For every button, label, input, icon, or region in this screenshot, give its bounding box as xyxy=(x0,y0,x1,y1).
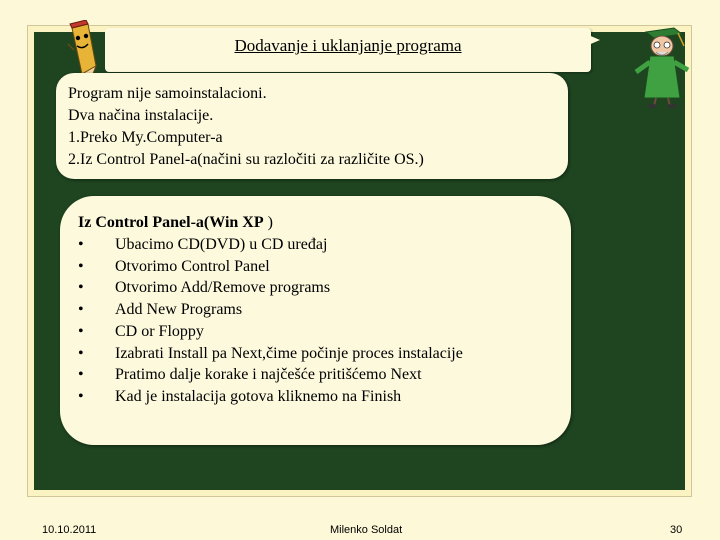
list-item xyxy=(78,234,463,256)
list-item xyxy=(78,343,463,365)
steps-heading-rest: ) xyxy=(263,214,273,231)
list-item xyxy=(78,277,463,299)
list-item-text: Kad je instalacija gotova kliknemo na Finish xyxy=(115,387,402,405)
bullet: • xyxy=(78,366,84,384)
professor-character-icon xyxy=(632,22,692,108)
pencil-character-icon xyxy=(66,20,100,76)
list-item-text: Otvorimo Add/Remove programs xyxy=(115,279,331,297)
list-item-text: Pratimo dalje korake i najčešće pritišćemo Next xyxy=(115,366,422,384)
list-item xyxy=(78,386,463,408)
list-item-text: CD or Floppy xyxy=(115,322,204,340)
steps-heading-bold: Iz Control Panel-a(Win XP xyxy=(78,214,264,231)
steps-text xyxy=(78,212,463,408)
intro-line: Program nije samoinstalacioni. xyxy=(68,85,267,102)
bullet: • xyxy=(78,387,84,405)
bullet: • xyxy=(78,236,84,253)
list-item xyxy=(78,299,463,321)
list-item-text: Ubacimo CD(DVD) u CD uređaj xyxy=(115,236,328,253)
list-item xyxy=(78,364,463,386)
intro-text xyxy=(68,83,424,171)
intro-line: 2.Iz Control Panel-a(načini su razločiti za različite OS.) xyxy=(68,151,424,168)
footer-date: 10.10.2011 xyxy=(42,524,97,536)
bullet: • xyxy=(78,322,84,340)
bullet: • xyxy=(78,344,84,362)
bullet: • xyxy=(78,279,84,297)
slide-title: Dodavanje i uklanjanje programa xyxy=(234,36,462,55)
list-item xyxy=(78,256,463,278)
intro-line: Dva načina instalacije. xyxy=(68,107,214,124)
list-item-text: Otvorimo Control Panel xyxy=(115,257,270,275)
bullet: • xyxy=(78,301,84,319)
page-number: 30 xyxy=(670,524,683,536)
bullet: • xyxy=(78,257,84,275)
list-item-text: Izabrati Install pa Next,čime počinje proces instalacije xyxy=(115,344,463,362)
footer-author: Milenko Soldat xyxy=(330,524,403,536)
intro-line: 1.Preko My.Computer-a xyxy=(68,129,223,146)
list-item xyxy=(78,321,463,343)
list-item-text: Add New Programs xyxy=(115,301,243,319)
steps-heading xyxy=(78,212,463,234)
